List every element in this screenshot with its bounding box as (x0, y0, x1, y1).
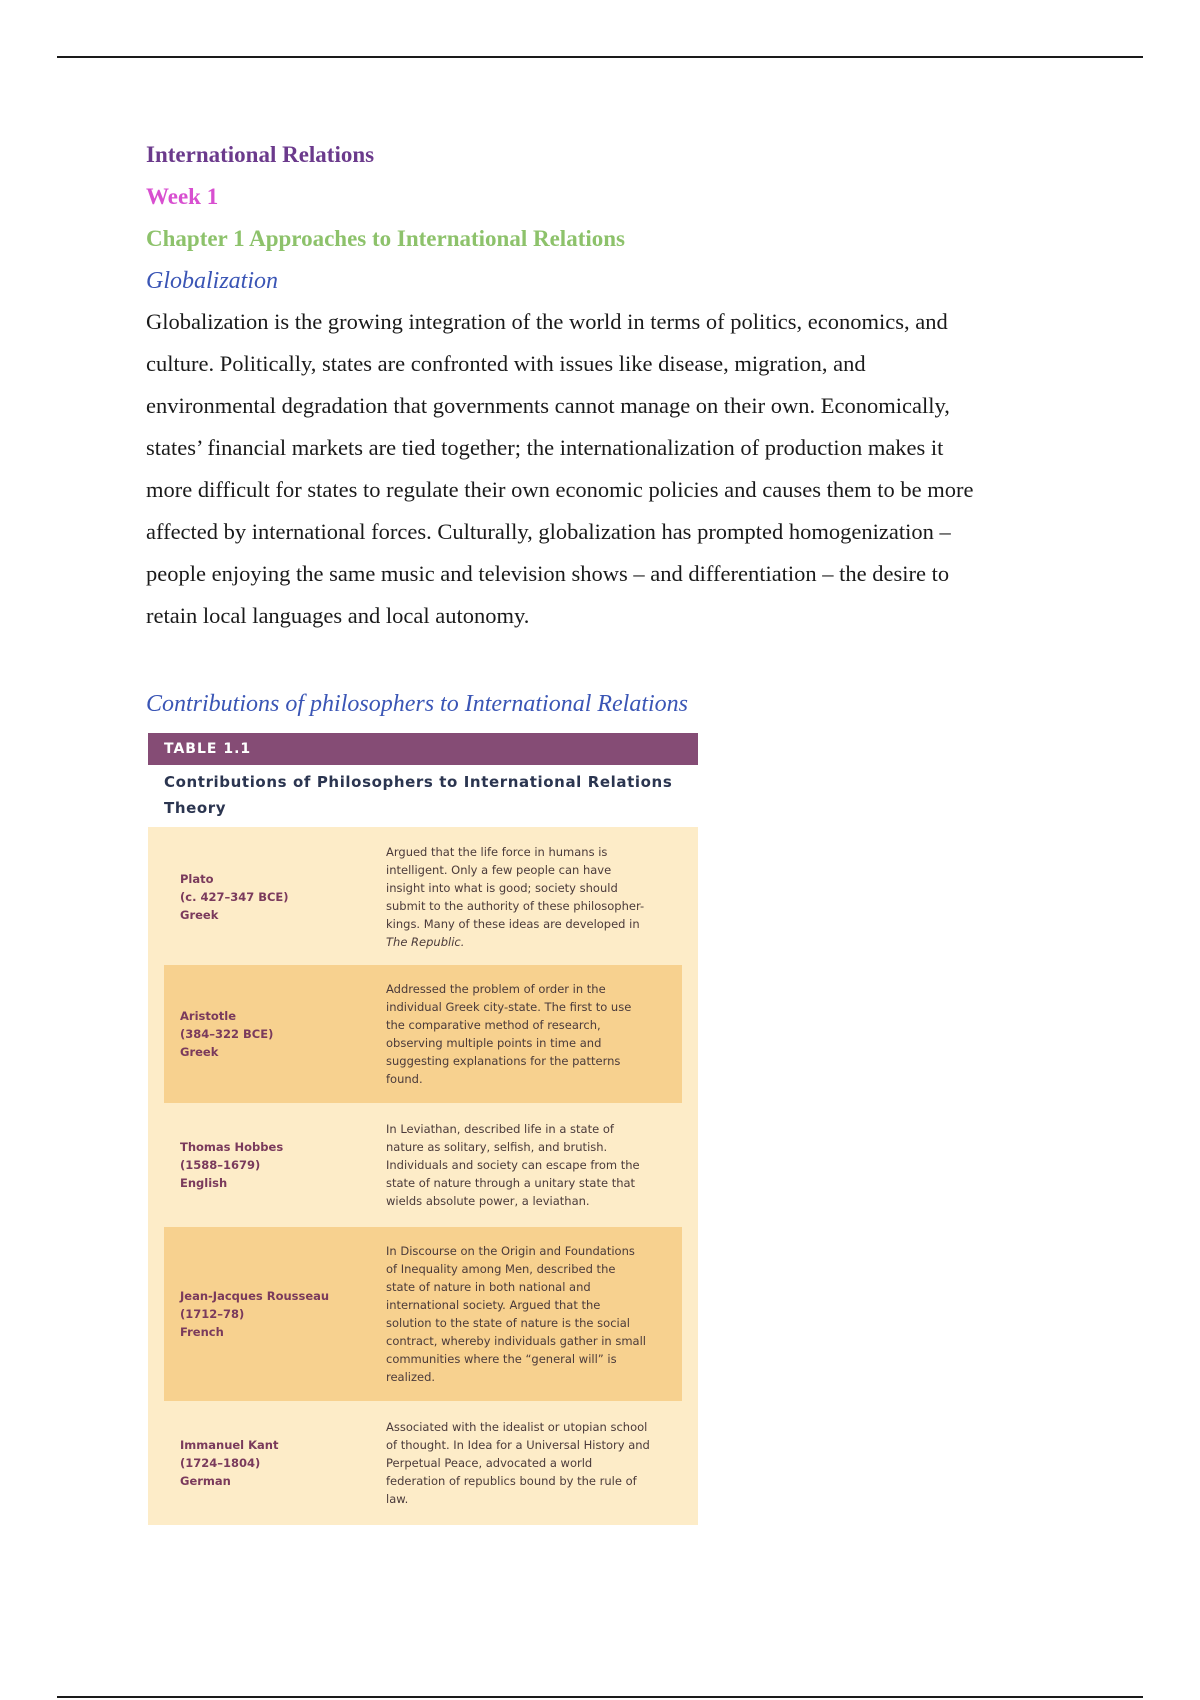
philosopher-dates: (1724–1804) (180, 1456, 261, 1470)
table-title-line: Theory (164, 799, 227, 817)
philosopher-cell (164, 870, 386, 924)
contributions-heading: Contributions of philosophers to International Relations (146, 690, 689, 717)
table-row-aristotle (164, 965, 682, 1103)
contribution-line: nature as solitary, selfish, and brutish. (386, 1140, 608, 1154)
chapter-heading: Chapter 1 Approaches to International Relations (146, 225, 625, 251)
philosopher-cell (164, 1007, 386, 1061)
paragraph-line: affected by international forces. Culturally, globalization has prompted homogenization – (146, 518, 951, 544)
philosophers-table (148, 733, 698, 1525)
contribution-line: In Leviathan, described life in a state of (386, 1122, 614, 1136)
contribution-cell (386, 980, 682, 1088)
paragraph-line: Globalization is the growing integration of the world in terms of politics, economics, and (146, 308, 948, 334)
contribution-line: realized. (386, 1370, 436, 1384)
philosopher-cell (164, 1287, 386, 1341)
contribution-line: of thought. In Idea for a Universal History and (386, 1438, 650, 1452)
contribution-line: In Discourse on the Origin and Foundations (386, 1244, 635, 1258)
table-row-kant (148, 1401, 698, 1525)
contribution-cell (386, 1120, 682, 1210)
contribution-cell (386, 1242, 682, 1386)
philosopher-dates: (384–322 BCE) (180, 1027, 274, 1041)
philosopher-name: Jean-Jacques Rousseau (180, 1289, 330, 1303)
philosopher-cell (164, 1138, 386, 1192)
philosopher-dates: (c. 427–347 BCE) (180, 890, 289, 904)
table-row-rousseau (164, 1227, 682, 1401)
top-rule (57, 56, 1143, 58)
table-label: TABLE 1.1 (148, 733, 698, 765)
bottom-rule (57, 1696, 1143, 1698)
contribution-line: kings. Many of these ideas are developed in (386, 917, 640, 931)
table-title (148, 765, 698, 827)
philosopher-dates: (1588–1679) (180, 1158, 261, 1172)
contribution-line: law. (386, 1492, 409, 1506)
table-title-line: Contributions of Philosophers to International Relations (164, 773, 673, 791)
paragraph-line: environmental degradation that governments cannot manage on their own. Economically, (146, 392, 950, 418)
contribution-line: Individuals and society can escape from the (386, 1158, 640, 1172)
contribution-line: state of nature in both national and (386, 1280, 591, 1294)
philosopher-origin: German (180, 1474, 231, 1488)
philosopher-name: Thomas Hobbes (180, 1140, 284, 1154)
contribution-line: insight into what is good; society should (386, 881, 618, 895)
paragraph-line: more difficult for states to regulate their own economic policies and causes them to be more (146, 476, 974, 502)
contribution-line: found. (386, 1072, 423, 1086)
week-heading: Week 1 (146, 183, 219, 209)
contribution-line: observing multiple points in time and (386, 1036, 602, 1050)
contribution-line: international society. Argued that the (386, 1298, 601, 1312)
philosopher-name: Immanuel Kant (180, 1438, 279, 1452)
philosopher-origin: Greek (180, 1045, 219, 1059)
contribution-line: of Inequality among Men, described the (386, 1262, 616, 1276)
table-body (148, 827, 698, 1525)
contribution-line: suggesting explanations for the patterns (386, 1054, 621, 1068)
contribution-line: contract, whereby individuals gather in small (386, 1334, 646, 1348)
contribution-line: Perpetual Peace, advocated a world (386, 1456, 593, 1470)
contribution-line: federation of republics bound by the rule of (386, 1474, 637, 1488)
paragraph-line: states’ financial markets are tied together; the internationalization of production makes it (146, 434, 944, 460)
contribution-cell (386, 843, 682, 951)
philosopher-dates: (1712–78) (180, 1307, 245, 1321)
contribution-line: submit to the authority of these philosopher- (386, 899, 645, 913)
course-title: International Relations (146, 142, 375, 167)
contribution-cell (386, 1418, 682, 1508)
philosopher-origin: English (180, 1176, 228, 1190)
paragraph-line: people enjoying the same music and television shows – and differentiation – the desire to (146, 560, 950, 586)
philosopher-name: Aristotle (180, 1009, 236, 1023)
paragraph-line: culture. Politically, states are confronted with issues like disease, migration, and (146, 350, 866, 376)
paragraph-line: retain local languages and local autonomy. (146, 602, 530, 628)
globalization-heading: Globalization (146, 267, 279, 294)
contribution-line: Associated with the idealist or utopian school (386, 1420, 648, 1434)
contribution-line: intelligent. Only a few people can have (386, 863, 612, 877)
contribution-line: The Republic. (386, 935, 465, 949)
document-body (146, 140, 1046, 730)
contribution-line: state of nature through a unitary state that (386, 1176, 636, 1190)
philosopher-name: Plato (180, 872, 214, 886)
globalization-paragraph (146, 301, 1046, 637)
table-row-hobbes (148, 1103, 698, 1227)
contribution-line: solution to the state of nature is the social (386, 1316, 630, 1330)
table-row-plato (148, 829, 698, 965)
contribution-line: communities where the “general will” is (386, 1352, 617, 1366)
philosopher-origin: French (180, 1325, 224, 1339)
contribution-line: Argued that the life force in humans is (386, 845, 608, 859)
contribution-line: wields absolute power, a leviathan. (386, 1194, 590, 1208)
contribution-line: Addressed the problem of order in the (386, 982, 606, 996)
philosopher-origin: Greek (180, 908, 219, 922)
contribution-line: individual Greek city-state. The first to use (386, 1000, 632, 1014)
philosopher-cell (164, 1436, 386, 1490)
contribution-line: the comparative method of research, (386, 1018, 601, 1032)
